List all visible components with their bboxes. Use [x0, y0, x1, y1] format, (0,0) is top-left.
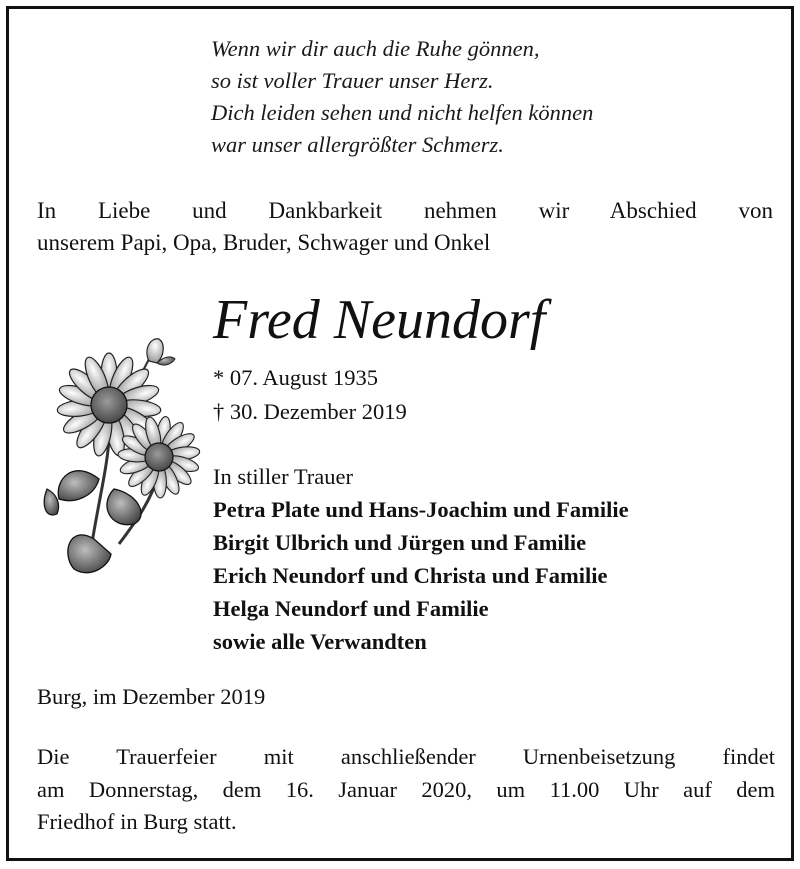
poem-line: Dich leiden sehen und nicht helfen können — [211, 100, 594, 125]
ceremony-line: Friedhof in Burg statt. — [37, 809, 237, 834]
place-date: Burg, im Dezember 2019 — [37, 684, 266, 709]
funeral-details — [37, 741, 775, 839]
mourner-family: Birgit Ulbrich und Jürgen und Familie — [213, 530, 587, 555]
deceased-name: Fred Neundorf — [213, 289, 546, 351]
poem-line: Wenn wir dir auch die Ruhe gönnen, — [211, 36, 540, 61]
life-dates — [213, 361, 407, 429]
poem-line: so ist voller Trauer unser Herz. — [211, 68, 494, 93]
mourners-list — [213, 460, 629, 658]
poem-line: war unser allergrößter Schmerz. — [211, 132, 504, 157]
intro-line: In Liebe und Dankbarkeit nehmen wir Abschied von — [37, 198, 773, 223]
ceremony-line: am Donnerstag, dem 16. Januar 2020, um 11.00 Uhr auf dem — [37, 776, 775, 802]
farewell-intro — [37, 195, 773, 259]
birth-date: * 07. August 1935 — [213, 365, 379, 390]
mourners-heading: In stiller Trauer — [213, 464, 353, 489]
mourner-family: Petra Plate und Hans-Joachim und Familie — [213, 497, 629, 522]
mourner-family: sowie alle Verwandten — [213, 629, 427, 654]
death-date: † 30. Dezember 2019 — [213, 399, 407, 424]
ceremony-line: Die Trauerfeier mit anschließender Urnenbeisetzung findet — [37, 744, 775, 769]
mourner-family: Helga Neundorf und Familie — [213, 596, 489, 621]
poem — [211, 33, 593, 161]
obituary-notice — [6, 6, 794, 861]
mourner-family: Erich Neundorf und Christa und Familie — [213, 563, 608, 588]
intro-line: unserem Papi, Opa, Bruder, Schwager und Onkel — [37, 230, 491, 255]
sunflowers-icon — [39, 329, 209, 579]
